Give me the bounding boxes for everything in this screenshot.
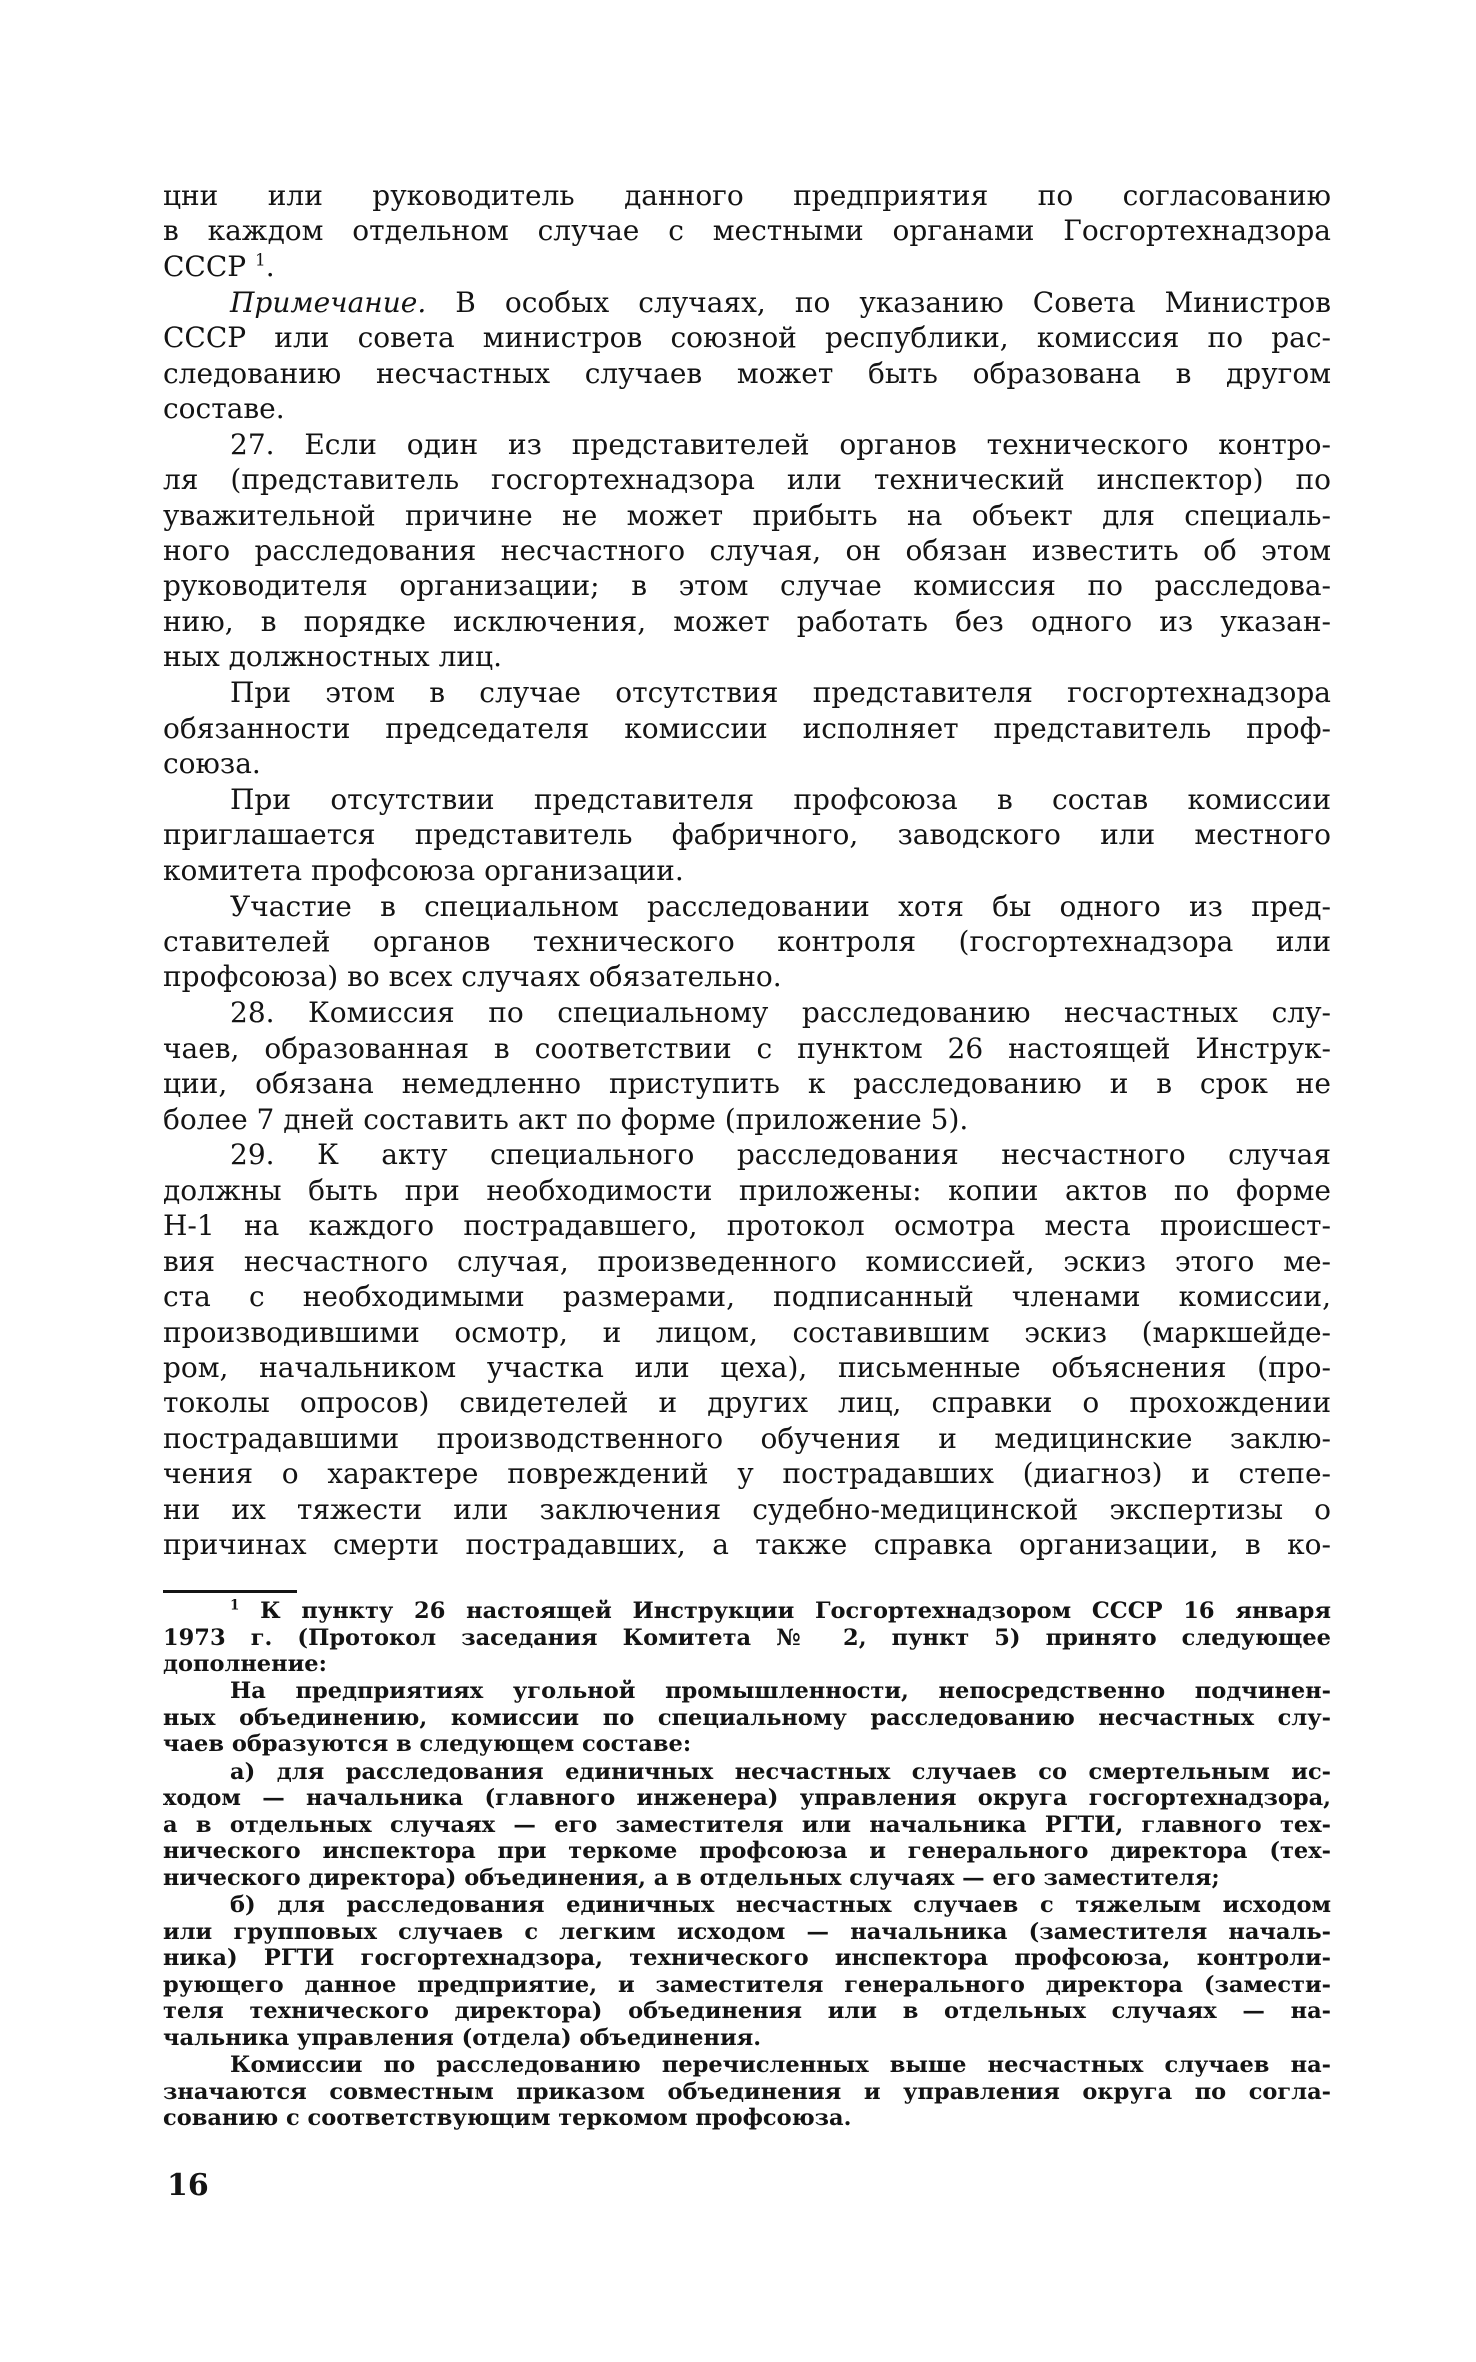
body-line: ста с необходимыми размерами, подписанный членами комиссии, <box>163 1280 1331 1314</box>
body-line: составе. <box>163 391 285 425</box>
body-line: приглашается представитель фабричного, заводского или местного <box>163 818 1331 852</box>
body-line: комитета профсоюза организации. <box>163 853 684 887</box>
body-line: производившими осмотр, и лицом, составившим эскиз (маркшейде- <box>163 1315 1331 1349</box>
text-segment: В особых случаях, по указанию Совета Министров <box>426 285 1331 319</box>
body-line: ного расследования несчастного случая, он обязан известить об этом <box>163 534 1331 568</box>
footnote-paragraph <box>163 1678 1331 1758</box>
footnote-line: б) для расследования единичных несчастных случаев с тяжелым исходом <box>230 1892 1331 1919</box>
body-line: чаев, образованная в соответствии с пунктом 26 настоящей Инструк- <box>163 1031 1331 1065</box>
body-line: в каждом отдельном случае с местными органами Госгортехнадзора <box>163 214 1331 248</box>
body-line: чения о характере повреждений у пострадавших (диагноз) и степе- <box>163 1457 1331 1491</box>
body-line: 29. К акту специального расследования несчастного случая <box>230 1138 1331 1172</box>
body-line: ных должностных лиц. <box>163 640 502 674</box>
body-line <box>163 249 1331 284</box>
body-paragraph <box>163 1137 1331 1562</box>
body-line: ции, обязана немедленно приступить к расследованию и в срок не <box>163 1067 1331 1101</box>
footnote-line: дополнение: <box>163 1651 327 1678</box>
body-line: ставителей органов технического контроля (госгортехнадзора или <box>163 925 1331 959</box>
body-paragraph <box>163 675 1331 781</box>
body-line: Участие в специальном расследовании хотя бы одного из пред- <box>230 889 1331 923</box>
body-line: При этом в случае отсутствия представителя госгортехнадзора <box>230 676 1331 710</box>
footnote-marker: 1 <box>230 1597 240 1614</box>
body-line: При отсутствии представителя профсоюза в состав комиссии <box>230 782 1331 816</box>
body-line: обязанности председателя комиссии исполняет представитель проф- <box>163 711 1331 745</box>
footnote-line: а) для расследования единичных несчастных случаев со смертельным ис- <box>230 1758 1331 1785</box>
footnote-paragraph <box>163 1892 1331 2052</box>
body-paragraph <box>163 427 1331 675</box>
body-line: токолы опросов) свидетелей и других лиц, справки о прохождении <box>163 1386 1331 1420</box>
body-line: вия несчастного случая, произведенного комиссией, эскиз этого ме- <box>163 1244 1331 1278</box>
text-segment: . <box>265 249 275 283</box>
footnote-line: или групповых случаев с легким исходом — начальника (заместителя началь- <box>163 1918 1331 1945</box>
footnote-line: нического директора) объединения, а в отдельных случаях — его заместителя; <box>163 1864 1220 1891</box>
footnote-paragraph <box>163 2052 1331 2132</box>
body-line: следованию несчастных случаев может быть образована в другом <box>163 356 1331 390</box>
page-number: 16 <box>167 2168 209 2203</box>
body-paragraph <box>163 995 1331 1137</box>
body-line: руководителя организации; в этом случае комиссия по расследова- <box>163 569 1331 603</box>
main-text <box>163 178 1331 1563</box>
footnote-line: рующего данное предприятие, и заместителя генерального директора (замести- <box>163 1971 1331 1998</box>
footnote-line: нического инспектора при теркоме профсоюза и генерального директора (тех- <box>163 1838 1331 1865</box>
note-label: Примечание. <box>230 285 427 319</box>
text-segment: СССР <box>163 249 256 283</box>
body-line <box>163 285 1331 320</box>
body-paragraph <box>163 285 1331 427</box>
footnote-line: На предприятиях угольной промышленности, непосредственно подчинен- <box>230 1678 1331 1705</box>
footnote-line: 1973 г. (Протокол заседания Комитета № 2, пункт 5) принято следующее <box>163 1624 1331 1651</box>
footnote-paragraph <box>163 1759 1331 1892</box>
footnote-line: значаются совместным приказом объединения и управления округа по согла- <box>163 2078 1331 2105</box>
footnote-line: ных объединению, комиссии по специальному расследованию несчастных слу- <box>163 1704 1331 1731</box>
body-line: должны быть при необходимости приложены: копии актов по форме <box>163 1173 1331 1207</box>
footnote-line: а в отдельных случаях — его заместителя или начальника РГТИ, главного тех- <box>163 1811 1331 1838</box>
body-line: Н-1 на каждого пострадавшего, протокол осмотра места происшест- <box>163 1209 1331 1243</box>
body-paragraph <box>163 782 1331 888</box>
footnote-line: чальника управления (отдела) объединения. <box>163 2025 762 2051</box>
footnote-paragraph <box>163 1598 1331 1678</box>
body-line: союза. <box>163 747 261 780</box>
body-line: профсоюза) во всех случаях обязательно. <box>163 960 782 994</box>
footnote-line: сованию с соответствующим теркомом профсоюза. <box>163 2105 852 2132</box>
body-line: ром, начальником участка или цеха), письменные объяснения (про- <box>163 1350 1331 1384</box>
body-paragraph <box>163 178 1331 284</box>
body-line: более 7 дней составить акт по форме (приложение 5). <box>163 1102 969 1136</box>
footnote-line: теля технического директора) объединения или в отдельных случаях — на- <box>163 1998 1331 2025</box>
body-line: нию, в порядке исключения, может работать без одного из указан- <box>163 604 1331 638</box>
body-line: уважительной причине не может прибыть на объект для специаль- <box>163 498 1331 532</box>
body-line: 27. Если один из представителей органов технического контро- <box>230 427 1331 461</box>
text-segment: К пункту 26 настоящей Инструкции Госгортехнадзором СССР 16 января <box>239 1598 1331 1624</box>
footnote-line <box>163 1598 1331 1625</box>
body-line: 28. Комиссия по специальному расследованию несчастных слу- <box>230 996 1331 1030</box>
body-line: СССР или совета министров союзной республики, комиссия по рас- <box>163 321 1331 355</box>
footnote-line: чаев образуются в следующем составе: <box>163 1731 692 1758</box>
footnote-line: Комиссии по расследованию перечисленных выше несчастных случаев на- <box>230 2052 1331 2079</box>
body-line: пострадавшими производственного обучения и медицинские заклю- <box>163 1421 1331 1455</box>
footnote-separator <box>163 1590 297 1593</box>
body-line: причинах смерти пострадавших, а также справка организации, в ко- <box>163 1527 1331 1561</box>
body-line: ля (представитель госгортехнадзора или технический инспектор) по <box>163 463 1331 497</box>
footnote-line: ходом — начальника (главного инженера) управления округа госгортехнадзора, <box>163 1785 1331 1812</box>
body-line: цни или руководитель данного предприятия по согласованию <box>163 179 1331 212</box>
footnote-line: ника) РГТИ госгортехнадзора, технического инспектора профсоюза, контроли- <box>163 1945 1331 1972</box>
body-line: ни их тяжести или заключения судебно-медицинской экспертизы о <box>163 1492 1331 1526</box>
footnote-marker: 1 <box>255 249 266 270</box>
footnotes <box>163 1598 1331 2132</box>
body-paragraph <box>163 889 1331 995</box>
